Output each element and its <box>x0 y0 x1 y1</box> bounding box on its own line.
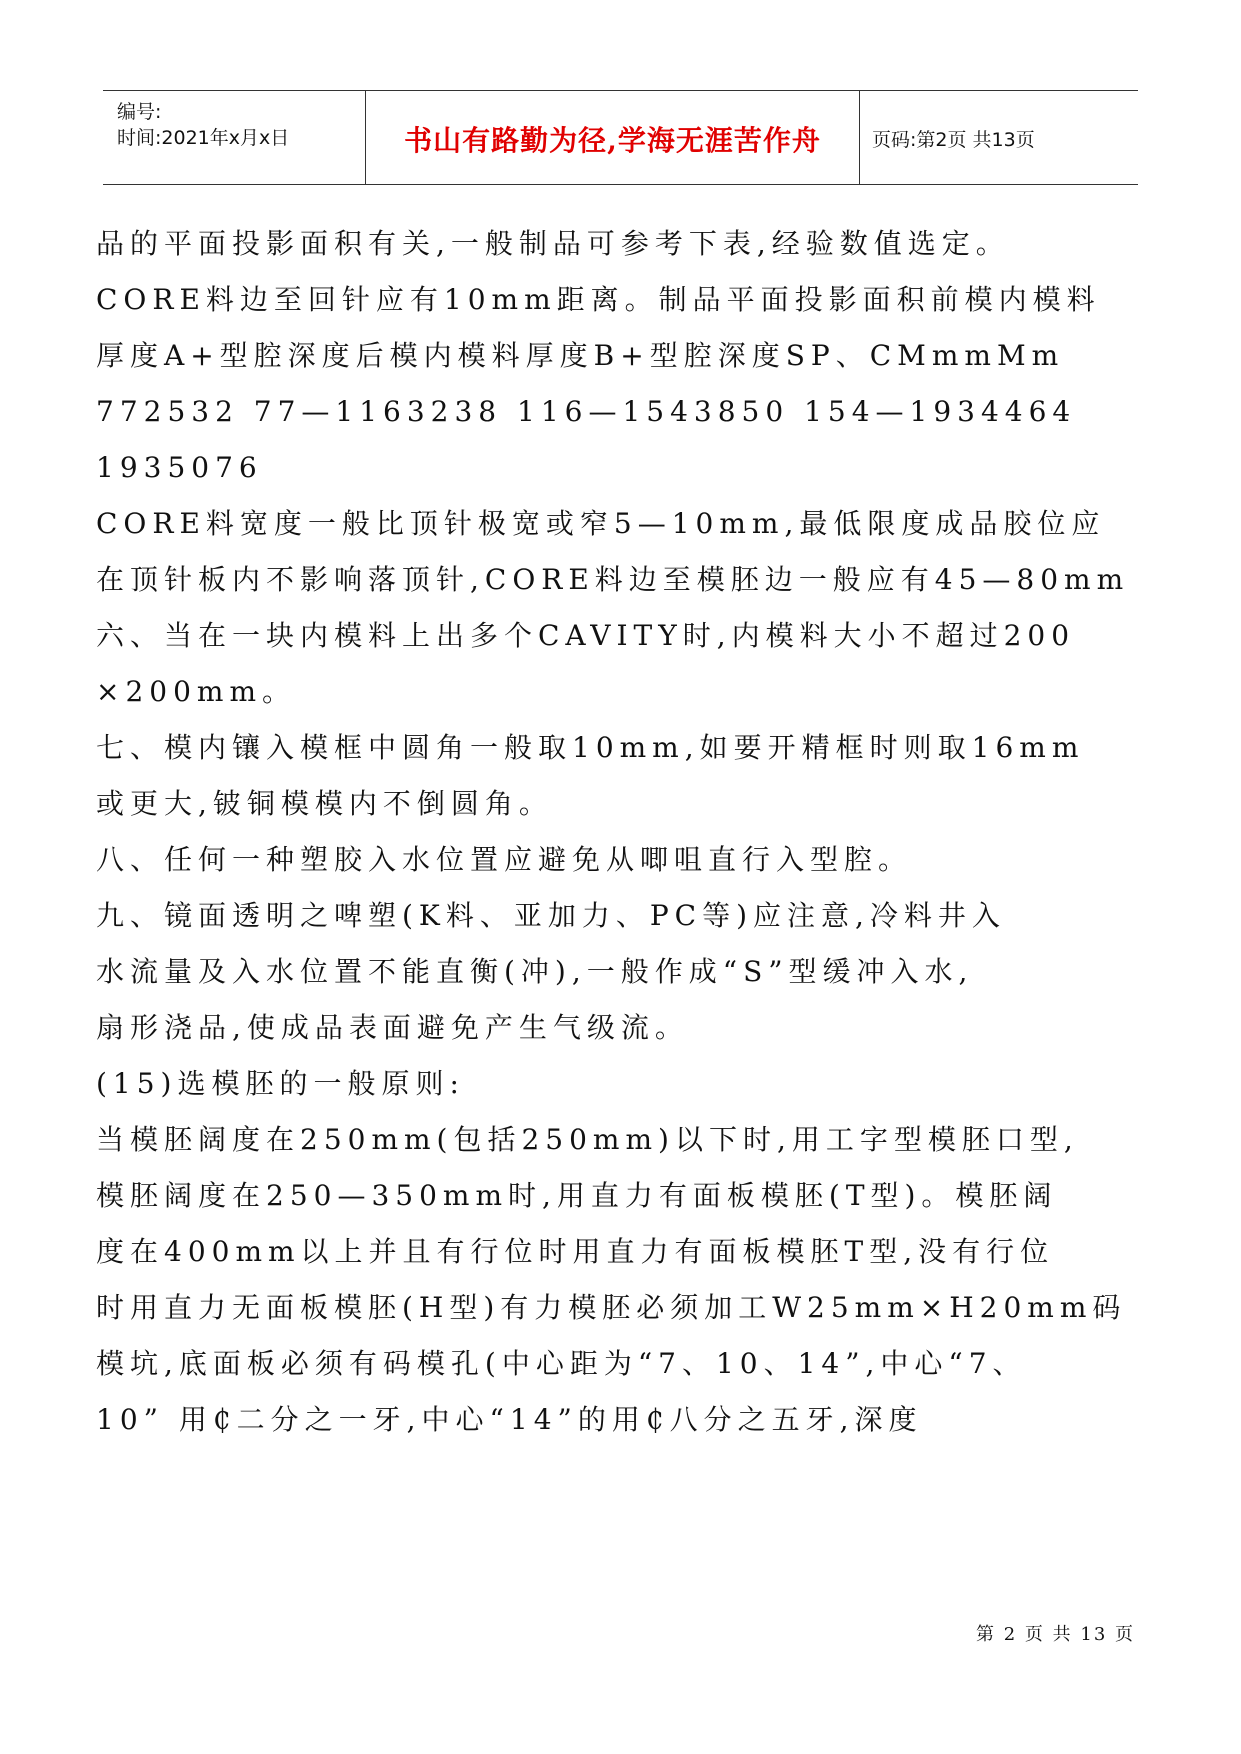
text-line: 在顶针板内不影响落顶针,CORE料边至模胚边一般应有45—80mm <box>96 563 1130 596</box>
text-line: 厚度A+型腔深度后模内模料厚度B+型腔深度SP、CMmmMm <box>96 339 1065 372</box>
text-line: 九、镜面透明之啤塑(K料、亚加力、PC等)应注意,冷料井入 <box>96 899 1006 932</box>
text-line: 模坑,底面板必须有码模孔(中心距为“7、10、14”,中心“7、 <box>96 1347 1027 1380</box>
text-line: CORE料宽度一般比顶针极宽或窄5—10mm,最低限度成品胶位应 <box>96 507 1106 540</box>
text-line: 或更大,铍铜模模内不倒圆角。 <box>96 787 553 820</box>
text-line: 10” 用₵二分之一牙,中心“14”的用₵八分之五牙,深度 <box>96 1403 923 1436</box>
text-line: (15)选模胚的一般原则: <box>96 1067 465 1100</box>
text-line: ×200mm。 <box>96 675 297 708</box>
page-footer: 第 2 页 共 13 页 <box>976 1624 1135 1645</box>
header-meta-cell <box>103 91 366 184</box>
serial-number-label: 编号: <box>117 101 162 123</box>
text-line: 当模胚阔度在250mm(包括250mm)以下时,用工字型模胚口型, <box>96 1123 1079 1156</box>
text-line: 水流量及入水位置不能直衡(冲),一般作成“S”型缓冲入水, <box>96 955 974 988</box>
text-line: 模胚阔度在250—350mm时,用直力有面板模胚(T型)。模胚阔 <box>96 1179 1058 1212</box>
text-line: 度在400mm以上并且有行位时用直力有面板模胚T型,没有行位 <box>96 1235 1055 1268</box>
motto-text: 书山有路勤为径,学海无涯苦作舟 <box>404 124 821 157</box>
text-line: 扇形浇品,使成品表面避免产生气级流。 <box>96 1011 689 1044</box>
header-motto-cell <box>366 91 860 184</box>
header-page-cell <box>860 91 1138 184</box>
text-line: 772532 77—1163238 116—1543850 154—1934464 <box>96 395 1077 428</box>
page-header <box>103 90 1138 185</box>
text-line: 1935076 <box>96 451 263 484</box>
text-line: 七、模内镶入模框中圆角一般取10mm,如要开精框时则取16mm <box>96 731 1085 764</box>
page-code: 页码:第2页 共13页 <box>872 129 1035 151</box>
time-label: 时间:2021年x月x日 <box>117 127 290 149</box>
text-line: CORE料边至回针应有10mm距离。制品平面投影面积前模内模料 <box>96 283 1101 316</box>
text-line: 品的平面投影面积有关,一般制品可参考下表,经验数值选定。 <box>96 227 1010 260</box>
text-line: 时用直力无面板模胚(H型)有力模胚必须加工W25mm×H20mm码 <box>96 1291 1127 1324</box>
text-line: 六、当在一块内模料上出多个CAVITY时,内模料大小不超过200 <box>96 619 1076 652</box>
text-line: 八、任何一种塑胶入水位置应避免从唧咀直行入型腔。 <box>96 843 913 876</box>
